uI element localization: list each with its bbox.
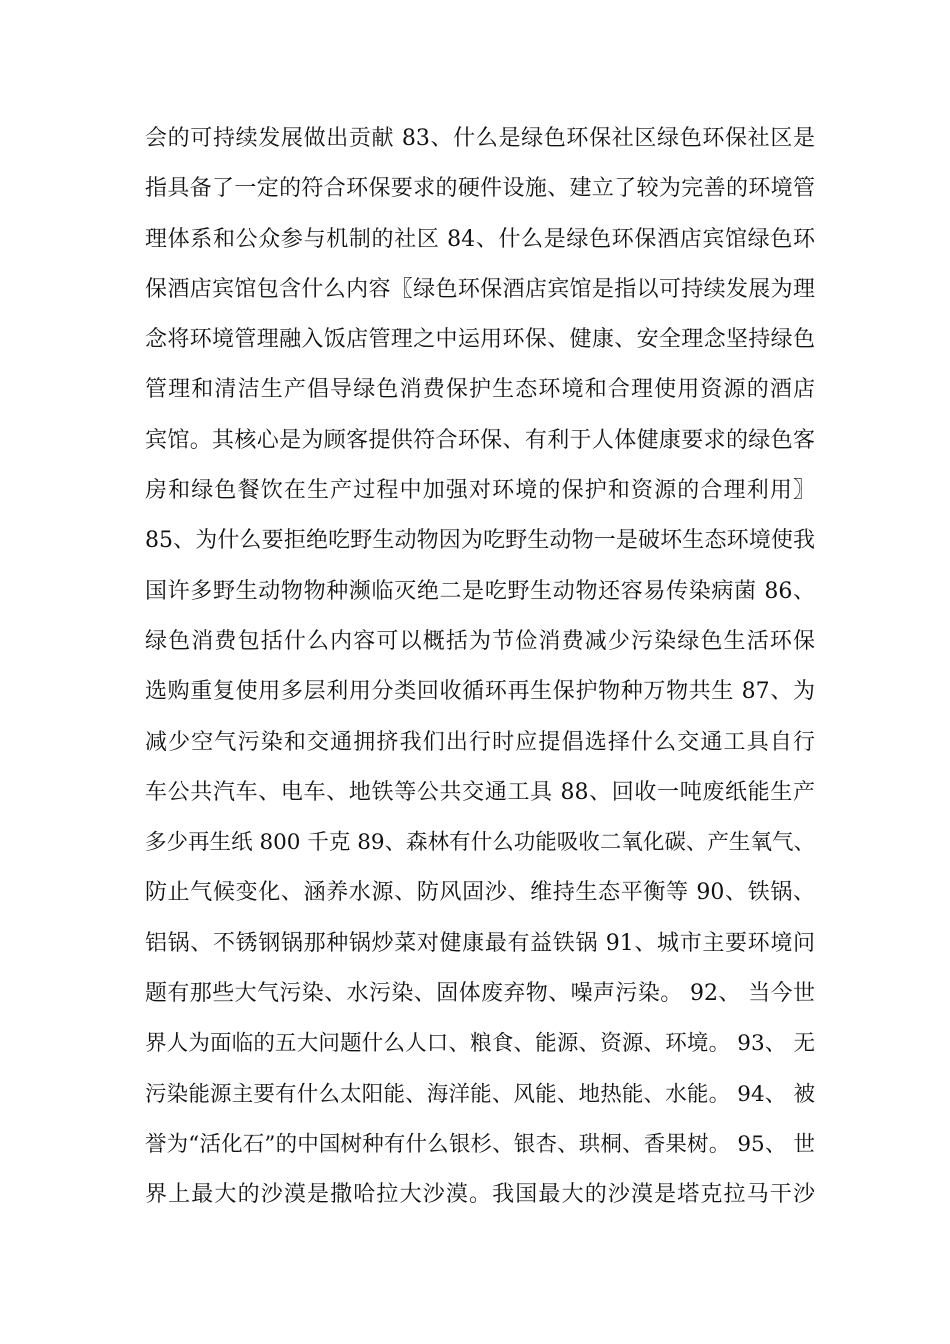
text-line: 界上最大的沙漠是撒哈拉大沙漠。我国最大的沙漠是塔克拉马干沙 — [145, 1182, 815, 1208]
text-line: 车公共汽车、电车、地铁等公共交通工具 88、回收一吨废纸能生产 — [145, 779, 815, 805]
text-line: 绿色消费包括什么内容可以概括为节俭消费减少污染绿色生活环保 — [145, 628, 815, 654]
text-line: 理体系和公众参与机制的社区 84、什么是绿色环保酒店宾馆绿色环 — [145, 226, 815, 252]
text-line: 题有那些大气污染、水污染、固体废弃物、噪声污染。 92、 当今世 — [145, 981, 815, 1007]
text-line: 防止气候变化、涵养水源、防风固沙、维持生态平衡等 90、铁锅、 — [145, 880, 815, 906]
text-line: 85、为什么要拒绝吃野生动物因为吃野生动物一是破坏生态环境使我 — [145, 528, 815, 554]
text-line: 房和绿色餐饮在生产过程中加强对环境的保护和资源的合理利用〗 — [145, 478, 815, 504]
text-line: 念将环境管理融入饭店管理之中运用环保、健康、安全理念坚持绿色 — [145, 327, 815, 353]
text-line: 减少空气污染和交通拥挤我们出行时应提倡选择什么交通工具自行 — [145, 729, 815, 755]
text-line: 宾馆。其核心是为顾客提供符合环保、有利于人体健康要求的绿色客 — [145, 427, 815, 453]
text-line: 铝锅、不锈钢锅那种锅炒菜对健康最有益铁锅 91、城市主要环境问 — [145, 930, 815, 956]
text-line: 管理和清洁生产倡导绿色消费保护生态环境和合理使用资源的酒店 — [145, 377, 815, 403]
text-line: 界人为面临的五大问题什么人口、粮食、能源、资源、环境。 93、 无 — [145, 1031, 815, 1057]
text-line: 国许多野生动物物种濒临灭绝二是吃野生动物还容易传染病菌 86、 — [145, 578, 815, 604]
text-line: 会的可持续发展做出贡献 83、什么是绿色环保社区绿色环保社区是 — [145, 126, 815, 151]
text-line: 多少再生纸 800 千克 89、森林有什么功能吸收二氧化碳、产生氧气、 — [145, 830, 815, 856]
text-line: 选购重复使用多层利用分类回收循环再生保护物种万物共生 87、为 — [145, 679, 815, 705]
text-line: 誉为“活化石”的中国树种有什么银杉、银杏、珙桐、香果树。 95、 世 — [145, 1131, 815, 1157]
text-line: 保酒店宾馆包含什么内容〖绿色环保酒店宾馆是指以可持续发展为理 — [145, 276, 815, 302]
text-line: 指具备了一定的符合环保要求的硬件设施、建立了较为完善的环境管 — [145, 176, 815, 202]
body-text — [145, 114, 815, 1221]
text-line: 污染能源主要有什么太阳能、海洋能、风能、地热能、水能。 94、 被 — [145, 1081, 815, 1107]
